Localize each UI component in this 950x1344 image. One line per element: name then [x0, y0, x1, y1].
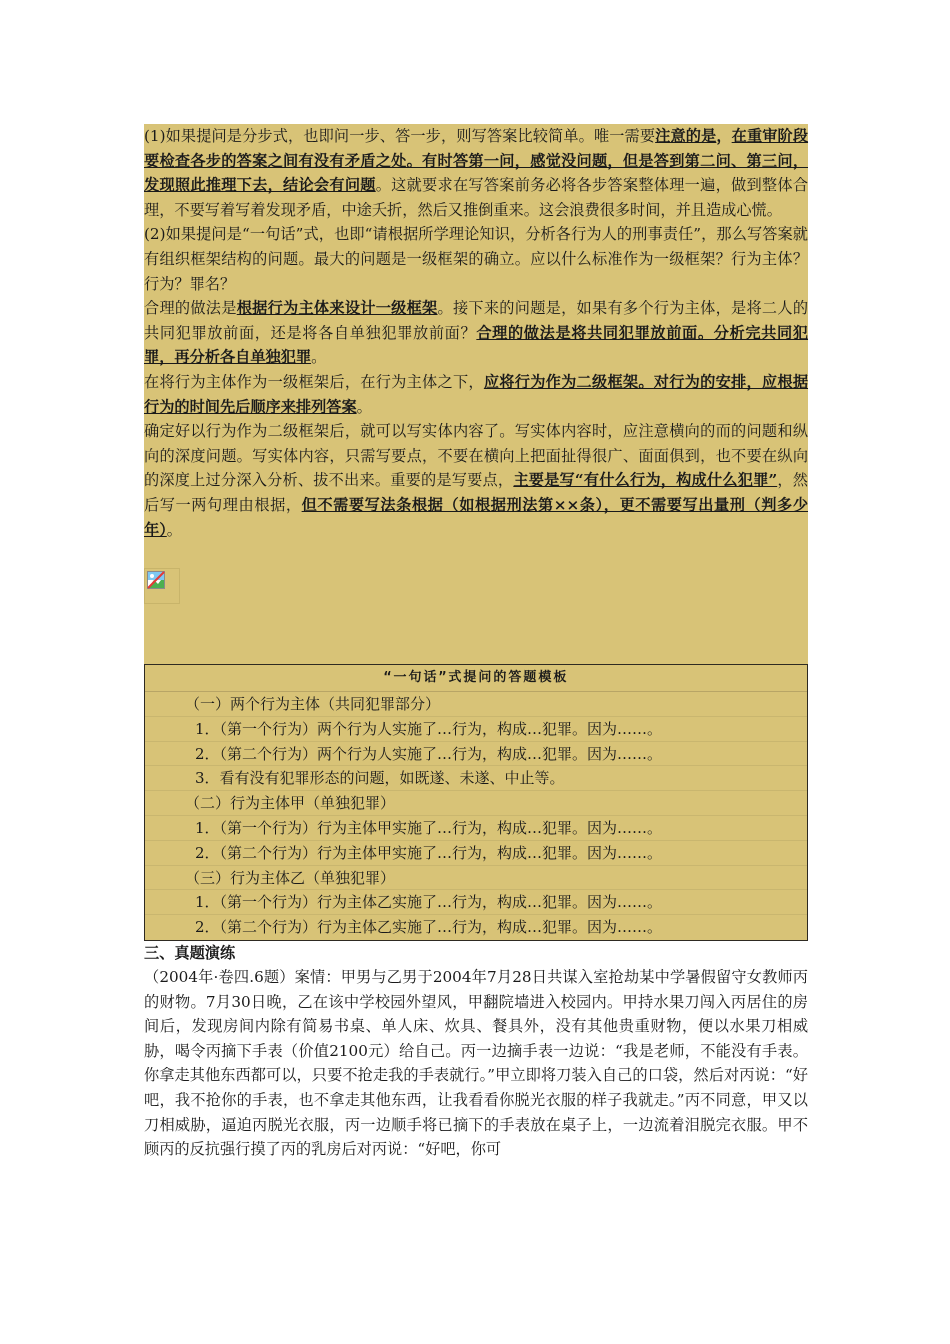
template-row: 2．（第二个行为）行为主体乙实施了…行为，构成…犯罪。因为……。	[195, 918, 663, 937]
text-run: 。	[356, 397, 372, 416]
emphasis-text: 在重审阶段要检查各步的答案之间有没有矛盾之处。有时答第一问，感觉没问题，但是答到第二问、第三问，发现照此推理下去，结论会有问题	[144, 127, 809, 195]
template-row: （二）行为主体甲（单独犯罪）	[145, 791, 807, 816]
text-run: 。接下来的问题是，如果有多个行为主体，是将二人的共同犯罪放前面，还是将各自单独犯罪放前面？	[144, 299, 809, 342]
text-run: 。	[166, 520, 182, 539]
section-heading: 三、真题演练	[144, 944, 236, 963]
template-row: （一）两个行为主体（共同犯罪部分）	[145, 692, 807, 717]
emphasis-text: 合理的做法是将共同犯罪放前面。分析完共同犯罪，再分析各自单独犯罪	[144, 323, 809, 367]
template-row: 1．（第一个行为）行为主体乙实施了…行为，构成…犯罪。因为……。	[145, 890, 807, 915]
text-run: 。这就要求在写答案前务必将各步答案整体理一遍，做到整体合理，不要写着写着发现矛盾，中途夭折，然后又推倒重来。这会浪费很多时间，并且造成心慌。	[144, 176, 809, 219]
paragraph-5	[144, 419, 808, 542]
paragraph-1	[144, 124, 808, 222]
template-row: 1．（第一个行为）两个行为人实施了…行为，构成…犯罪。因为……。	[145, 717, 807, 742]
emphasis-text: 应将行为作为二级框架。对行为的安排，应根据行为的时间先后顺序来排列答案	[144, 372, 809, 416]
template-row: 2．（第二个行为）两个行为人实施了…行为，构成…犯罪。因为……。	[145, 742, 807, 767]
text-run: 合理的做法是	[144, 299, 237, 318]
paragraph-4	[144, 370, 808, 419]
paragraph-3	[144, 296, 808, 370]
emphasis-text: 注意的是	[655, 127, 717, 145]
section-3	[144, 941, 808, 1162]
text-run: 确定好以行为作为二级框架后，就可以写实体内容了。写实体内容时，应注意横向的而的问题和纵向的深度问题。写实体内容，只需写要点，不要在横向上把面扯得很广、面面俱到，也不要在纵向的深度上过分深入分析、拔不出来。重要的是写要点，	[144, 422, 808, 490]
paragraph-2: (2)如果提问是“一句话”式，也即“请根据所学理论知识，分析各行为人的刑事责任”，那么写答案就有组织框架结构的问题。最大的问题是一级框架的确立。应以什么标准作为一级框架？行为主体？行为？罪名？	[144, 225, 808, 293]
document-page	[144, 124, 808, 1162]
text-run: ，	[716, 127, 732, 145]
answer-template-box	[144, 664, 808, 941]
template-rows	[145, 692, 807, 940]
broken-image-icon	[144, 568, 180, 604]
template-row: 2．（第二个行为）行为主体甲实施了…行为，构成…犯罪。因为……。	[145, 841, 807, 866]
template-title: “一句话”式提问的答题模板	[145, 665, 807, 692]
text-run: 。	[311, 348, 327, 367]
intro-section	[144, 124, 808, 941]
broken-image-glyph	[147, 571, 165, 589]
emphasis-text: 但不需要写法条根据（如根据刑法第××条），更不需要写出量刑（判多少年）	[144, 495, 809, 539]
text-run: ，然后写一两句理由根据，	[144, 471, 808, 514]
image-area	[144, 542, 808, 664]
case-text: （2004年·卷四.6题）案情：甲男与乙男于2004年7月28日共谋入室抢劫某中学暑假留守女教师丙的财物。7月30日晚，乙在该中学校园外望风，甲翻院墙进入校园内。甲持水果刀闯入丙居住的房间后，发现房间内除有简易书桌、单人床、炊具、餐具外，没有其他贵重财物，便以水果刀相威胁，喝令丙摘下手表（价值2100元）给自己。丙一边摘手表一边说：“我是老师，不能没有手表。你拿走其他东西都可以，只要不抢走我的手表就行。”甲立即将刀装入自己的口袋，然后对丙说：“好吧，我不抢你的手表，也不拿走其他东西，让我看看你脱光衣服的样子我就走。”丙不同意，甲又以刀相威胁，逼迫丙脱光衣服，丙一边顺手将已摘下的手表放在桌子上，一边流着泪脱完衣服。甲不顾丙的反抗强行摸了丙的乳房后对丙说：“好吧，你可	[144, 968, 808, 1159]
template-row: （三）行为主体乙（单独犯罪）	[145, 866, 807, 891]
text-run: (1)如果提问是分步式，也即问一步、答一步，则写答案比较简单。唯一需要	[144, 127, 656, 145]
text-run: 在将行为主体作为一级框架后，在行为主体之下，	[144, 372, 484, 391]
template-row: 3．看有没有犯罪形态的问题，如既遂、未遂、中止等。	[145, 766, 807, 791]
template-row: 1．（第一个行为）行为主体甲实施了…行为，构成…犯罪。因为……。	[145, 816, 807, 841]
emphasis-text: 主要是写“有什么行为，构成什么犯罪”	[513, 471, 778, 490]
emphasis-text: 根据行为主体来设计一级框架	[236, 299, 438, 318]
